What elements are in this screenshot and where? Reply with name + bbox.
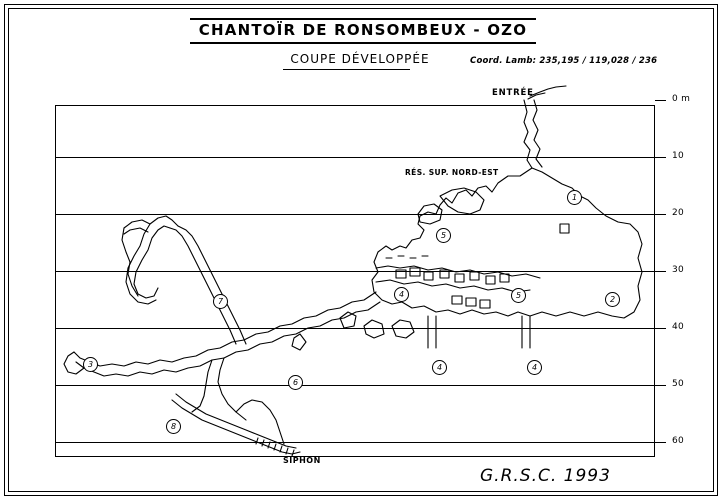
depth-label-30: 30 <box>672 265 685 275</box>
depth-tick-30 <box>655 271 666 272</box>
title-text: CHANTOÏR DE RONSOMBEUX - OZO <box>198 21 528 39</box>
depth-tick-0 <box>655 100 666 101</box>
callout-5-lower: 5 <box>511 288 526 303</box>
reservoir-label: RÉS. SUP. NORD-EST <box>405 168 499 177</box>
depth-line-20 <box>55 214 655 215</box>
callout-8: 8 <box>166 419 181 434</box>
depth-label-20: 20 <box>672 208 685 218</box>
callout-2: 2 <box>605 292 620 307</box>
coordinates-text: Coord. Lamb: 235,195 / 119,028 / 236 <box>470 56 658 66</box>
depth-line-40 <box>55 328 655 329</box>
depth-label-60: 60 <box>672 436 685 446</box>
title-rule-bottom <box>190 42 536 44</box>
depth-tick-10 <box>655 157 666 158</box>
depth-tick-60 <box>655 442 666 443</box>
depth-tick-20 <box>655 214 666 215</box>
depth-label-50: 50 <box>672 379 685 389</box>
depth-tick-40 <box>655 328 666 329</box>
club-signature: G.R.S.C. 1993 <box>480 466 611 486</box>
callout-7: 7 <box>213 294 228 309</box>
entrance-label: ENTRÉE <box>492 88 534 98</box>
depth-line-10 <box>55 157 655 158</box>
callout-1: 1 <box>567 190 582 205</box>
page-title <box>183 20 543 39</box>
depth-tick-50 <box>655 385 666 386</box>
siphon-label: SIPHON <box>283 456 321 465</box>
callout-4-west: 4 <box>394 287 409 302</box>
subtitle-underline <box>283 69 410 70</box>
callout-4-center: 4 <box>432 360 447 375</box>
callout-5-upper: 5 <box>436 228 451 243</box>
depth-line-60 <box>55 442 655 443</box>
depth-line-30 <box>55 271 655 272</box>
callout-6: 6 <box>288 375 303 390</box>
subtitle: COUPE DÉVELOPPÉE <box>290 52 430 66</box>
depth-line-50 <box>55 385 655 386</box>
callout-3: 3 <box>83 357 98 372</box>
depth-label-40: 40 <box>672 322 685 332</box>
depth-label-0: 0 m <box>672 94 691 104</box>
callout-4-east: 4 <box>527 360 542 375</box>
depth-label-10: 10 <box>672 151 685 161</box>
